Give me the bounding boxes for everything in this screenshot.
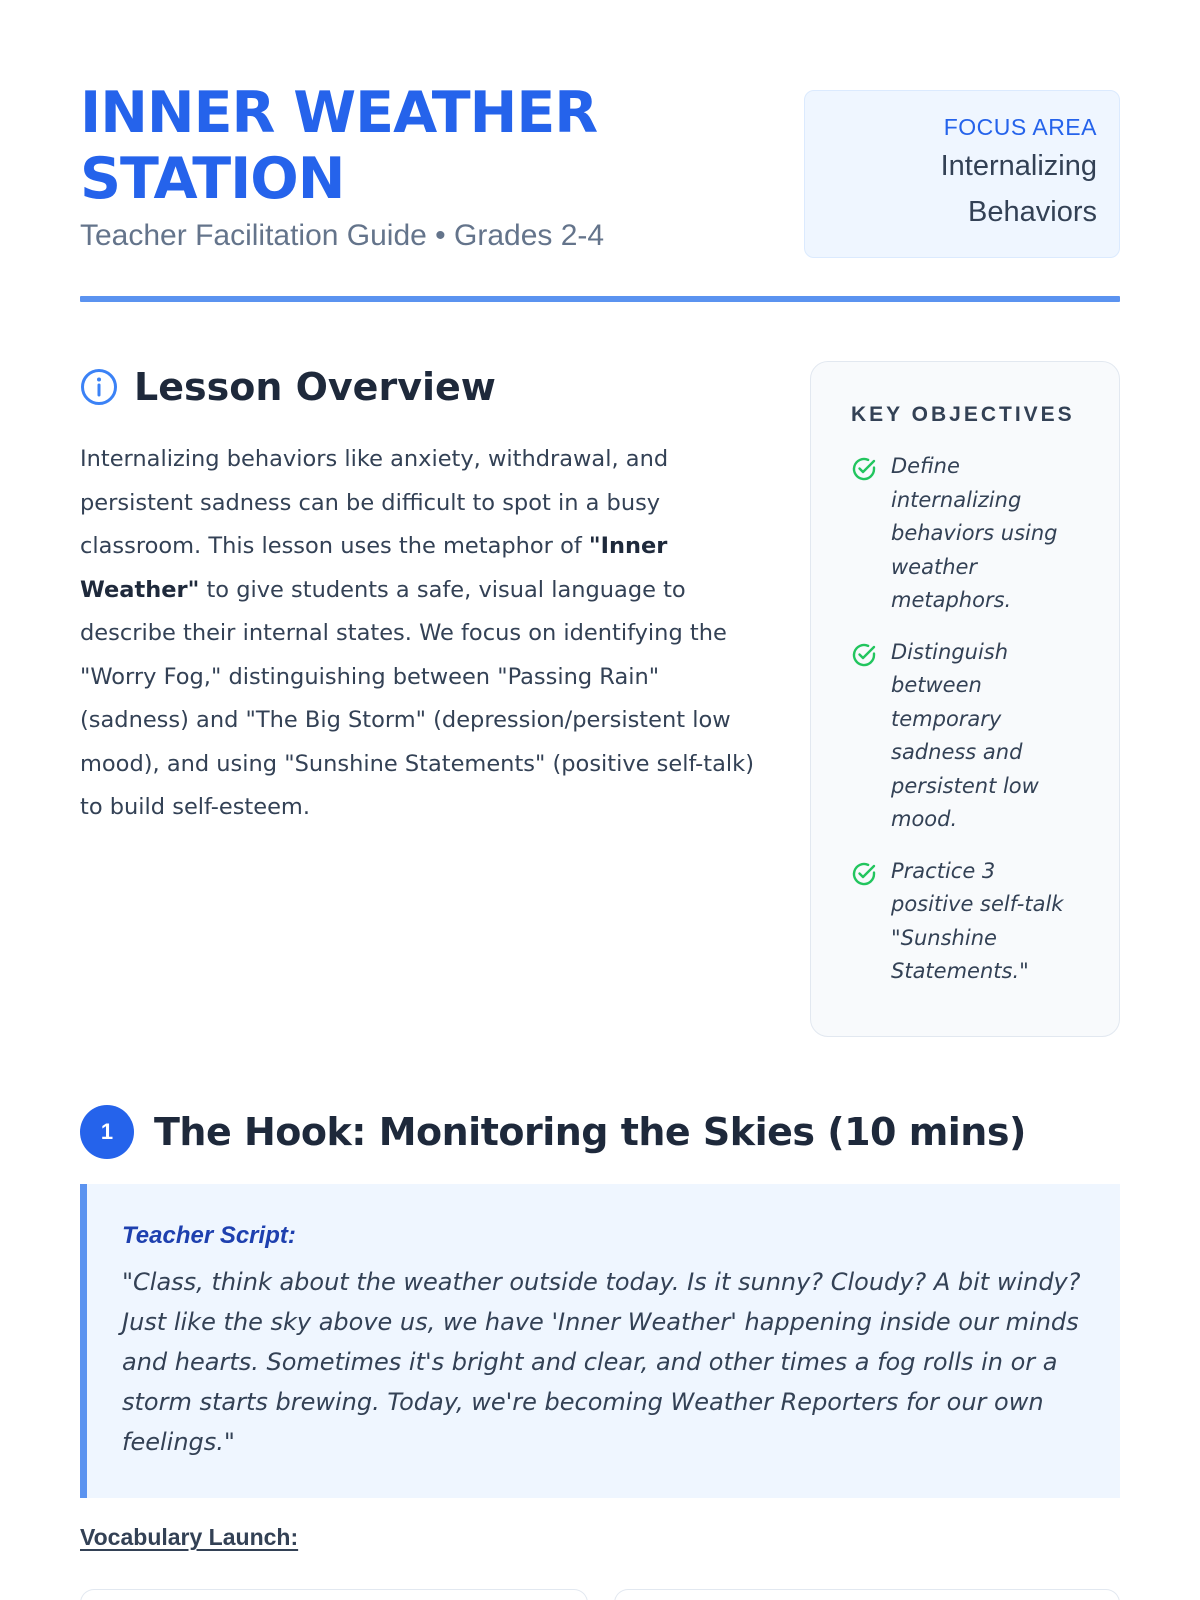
overview-paragraph [80,438,760,830]
focus-area-label: FOCUS AREA [943,114,1097,140]
overview-text-bold: "Inner Weather" [80,533,668,603]
overview-text-part1: Internalizing behaviors like anxiety, withdrawal, and persistent sadness can be difficult to spot in a busy classroom. This lesson uses the metaphor of [80,446,669,559]
vocabulary-card [80,1589,588,1600]
teacher-script-label: Teacher Script: [122,1222,296,1249]
objective-item [851,450,1099,618]
overview-text-part2: to give students a safe, visual language to describe their internal states. We focus on identifying the "Worry Fog," distinguishing between "Passing Rain" (sadness) and "The Big Storm" (depression/persistent low mood), and using "Sunshine Statements" (positive self-talk) to build self-esteem. [80,576,754,820]
objective-item [851,636,1099,837]
check-circle-icon [851,861,877,887]
focus-area-value-line2: Behaviors [968,196,1097,228]
check-circle-icon [851,456,877,482]
lesson-page [80,0,1120,1600]
page-header [80,80,1120,306]
objective-text: Distinguish between temporary sadness and persistent low mood. [891,639,1039,831]
focus-area-box [804,90,1120,258]
objectives-list [851,450,1099,989]
check-circle-icon [851,642,877,668]
objective-text: Practice 3 positive self-talk "Sunshine Statements." [891,858,1064,983]
page-subtitle: Teacher Facilitation Guide • Grades 2-4 [80,219,605,252]
header-divider [80,296,1120,302]
objective-item [851,855,1099,989]
step-number-badge: 1 [80,1105,134,1159]
teacher-script-box [80,1184,1120,1498]
section-hook [80,1104,1120,1550]
overview-heading [80,362,760,412]
vocabulary-launch-label: Vocabulary Launch: [80,1524,299,1550]
teacher-script-text: "Class, think about the weather outside today. Is it sunny? Cloudy? A bit windy? Just like the sky above us, we have 'Inner Weather' happening inside our minds and hearts. Sometimes it's bright and clear, and other times a fog rolls in or a storm starts brewing. Today, we're becoming Weather Reporters for our own feelings." [122,1268,1081,1456]
section-hook-heading [80,1104,1120,1160]
page-title: INNER WEATHER STATION [80,80,598,212]
overview-title: Lesson Overview [134,365,496,409]
vocabulary-card [614,1589,1120,1600]
objective-text: Define internalizing behaviors using weather metaphors. [891,454,1058,612]
key-objectives-box [810,361,1120,1037]
info-icon [80,368,118,406]
focus-area-value-line1: Internalizing [940,150,1097,182]
section-hook-title: The Hook: Monitoring the Skies (10 mins) [154,1110,1026,1154]
lesson-overview-section [80,362,760,830]
key-objectives-title: KEY OBJECTIVES [851,403,1075,426]
